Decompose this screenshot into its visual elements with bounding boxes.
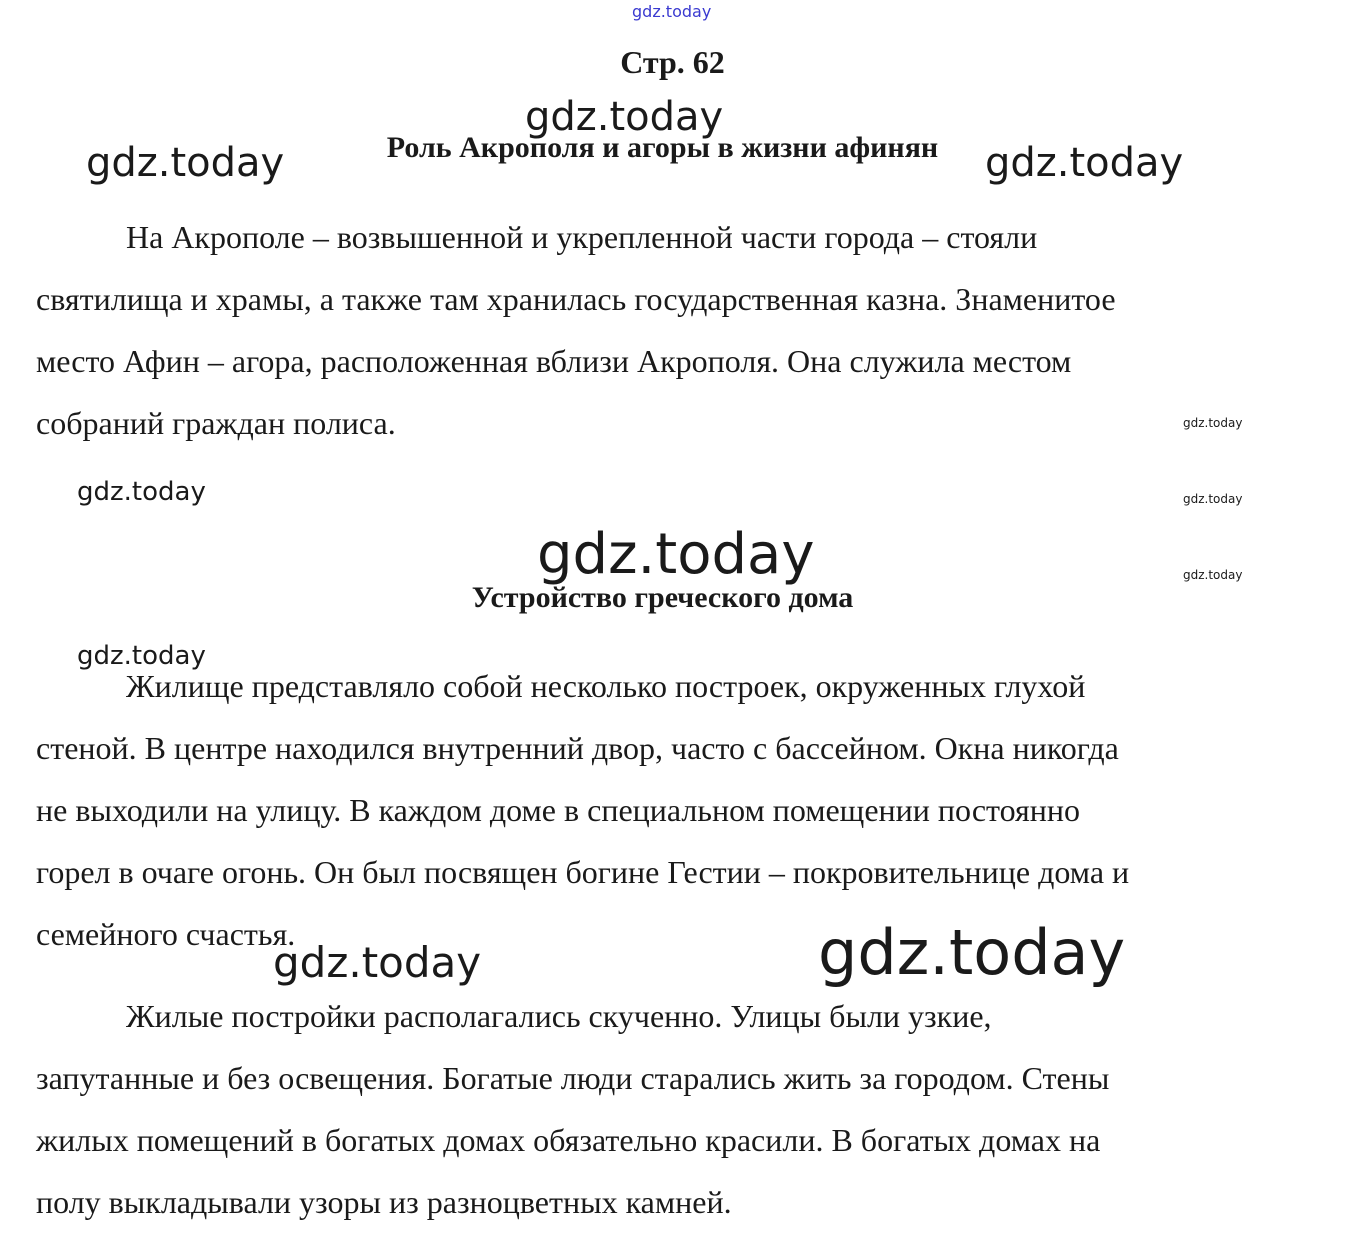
watermark: gdz.today — [1183, 568, 1243, 582]
paragraph-line: стеной. В центре находился внутренний двор, часто с бассейном. Окна никогда — [36, 730, 1119, 766]
paragraph — [36, 206, 1286, 454]
page-number: Стр. 62 — [620, 44, 725, 80]
paragraph-line: Жилище представляло собой несколько построек, окруженных глухой — [126, 668, 1086, 704]
paragraph-line: семейного счастья. — [36, 916, 296, 952]
watermark: gdz.today — [525, 94, 724, 140]
watermark: gdz.today — [77, 641, 206, 671]
paragraph-line: не выходили на улицу. В каждом доме в специальном помещении постоянно — [36, 792, 1080, 828]
watermark: gdz.today — [86, 140, 285, 186]
paragraph — [36, 655, 1286, 965]
watermark: gdz.today — [985, 140, 1184, 186]
paragraph-line: место Афин – агора, расположенная вблизи Акрополя. Она служила местом — [36, 343, 1072, 379]
paragraph-line: полу выкладывали узоры из разноцветных камней. — [36, 1184, 732, 1220]
paragraph-line: запутанные и без освещения. Богатые люди старались жить за городом. Стены — [36, 1060, 1110, 1096]
paragraph-line: горел в очаге огонь. Он был посвящен богине Гестии – покровительнице дома и — [36, 854, 1130, 890]
paragraph-line: На Акрополе – возвышенной и укрепленной части города – стояли — [126, 219, 1038, 255]
watermark: gdz.today — [77, 477, 206, 507]
paragraph-line: жилых помещений в богатых домах обязательно красили. В богатых домах на — [36, 1122, 1101, 1158]
paragraph-line: святилища и храмы, а также там хранилась государственная казна. Знаменитое — [36, 281, 1116, 317]
watermark: gdz.today — [273, 938, 482, 987]
watermark: gdz.today — [537, 522, 815, 587]
section-heading: Роль Акрополя и агоры в жизни афинян — [386, 131, 939, 164]
paragraph-line: собраний граждан полиса. — [36, 405, 396, 441]
watermark: gdz.today — [818, 916, 1126, 989]
watermark: gdz.today — [632, 2, 712, 21]
paragraph-line: Жилые постройки располагались скученно. Улицы были узкие, — [126, 998, 992, 1034]
paragraph — [36, 985, 1286, 1233]
watermark: gdz.today — [1183, 492, 1243, 506]
section-heading: Устройство греческого дома — [471, 581, 854, 614]
watermark: gdz.today — [1183, 416, 1243, 430]
